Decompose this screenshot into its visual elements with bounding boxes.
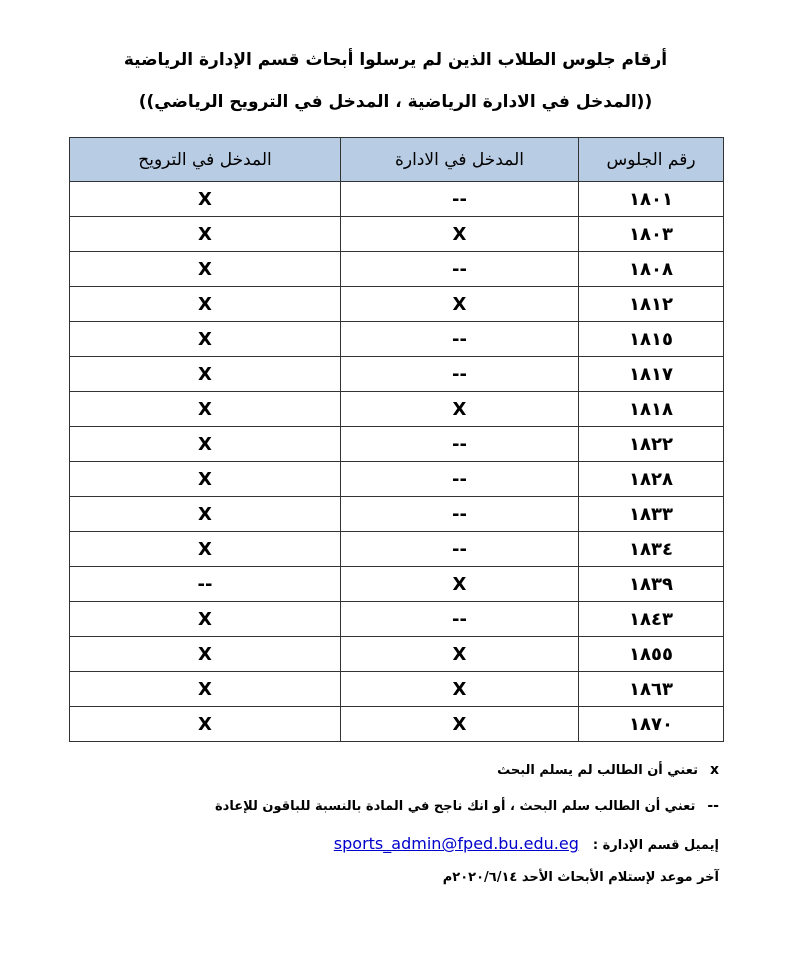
- note-email: [334, 834, 719, 853]
- header-seat-number: رقم الجلوس: [579, 138, 724, 182]
- table-row: [70, 637, 724, 672]
- seat-cell: ١٨٧٠: [579, 707, 724, 742]
- dash-symbol: --: [707, 798, 719, 814]
- recreation-cell: --: [70, 567, 341, 602]
- recreation-cell: X: [70, 322, 341, 357]
- admin-cell: --: [341, 532, 579, 567]
- seat-cell: ١٨٢٨: [579, 462, 724, 497]
- table-row: [70, 672, 724, 707]
- x-symbol: x: [709, 762, 719, 778]
- table-row: [70, 567, 724, 602]
- admin-cell: --: [341, 497, 579, 532]
- recreation-cell: X: [70, 392, 341, 427]
- recreation-cell: X: [70, 462, 341, 497]
- seat-cell: ١٨٥٥: [579, 637, 724, 672]
- table-row: [70, 602, 724, 637]
- admin-cell: --: [341, 252, 579, 287]
- missing-research-table: [69, 137, 724, 742]
- seat-cell: ١٨٠٣: [579, 217, 724, 252]
- table-row: [70, 357, 724, 392]
- admin-cell: X: [341, 217, 579, 252]
- seat-cell: ١٨١٥: [579, 322, 724, 357]
- table-row: [70, 462, 724, 497]
- admin-cell: X: [341, 392, 579, 427]
- seat-cell: ١٨١٧: [579, 357, 724, 392]
- title-line-2: ((المدخل في الادارة الرياضية ، المدخل في الترويح الرياضي)): [138, 92, 653, 112]
- x-meaning-text: تعني أن الطالب لم يسلم البحث: [497, 763, 698, 778]
- dash-meaning-text: تعني أن الطالب سلم البحث ، أو انك ناجح في المادة بالنسبة للباقون للإعادة: [214, 799, 696, 814]
- admin-cell: --: [341, 322, 579, 357]
- recreation-cell: X: [70, 252, 341, 287]
- admin-cell: X: [341, 567, 579, 602]
- table-row: [70, 217, 724, 252]
- seat-cell: ١٨٢٢: [579, 427, 724, 462]
- table-row: [70, 532, 724, 567]
- table-row: [70, 392, 724, 427]
- seat-cell: ١٨٣٤: [579, 532, 724, 567]
- recreation-cell: X: [70, 287, 341, 322]
- note-deadline: آخر موعد لإستلام الأبحاث الأحد ٢٠٢٠/٦/١٤م: [442, 870, 719, 885]
- table-row: [70, 427, 724, 462]
- seat-cell: ١٨٣٣: [579, 497, 724, 532]
- seat-cell: ١٨٠١: [579, 182, 724, 217]
- admin-cell: --: [341, 182, 579, 217]
- seat-cell: ١٨٤٣: [579, 602, 724, 637]
- email-link[interactable]: sports_admin@fped.bu.edu.eg: [333, 834, 579, 853]
- table-row: [70, 182, 724, 217]
- recreation-cell: X: [70, 357, 341, 392]
- admin-cell: --: [341, 357, 579, 392]
- header-recreation-intro: المدخل في الترويح: [70, 138, 341, 182]
- admin-cell: X: [341, 707, 579, 742]
- table-row: [70, 252, 724, 287]
- note-x-meaning: [497, 762, 719, 778]
- admin-cell: X: [341, 287, 579, 322]
- email-label: إيميل قسم الإدارة :: [592, 838, 719, 853]
- admin-cell: --: [341, 602, 579, 637]
- recreation-cell: X: [70, 602, 341, 637]
- recreation-cell: X: [70, 637, 341, 672]
- table-row: [70, 322, 724, 357]
- admin-cell: X: [341, 637, 579, 672]
- recreation-cell: X: [70, 427, 341, 462]
- recreation-cell: X: [70, 182, 341, 217]
- admin-cell: --: [341, 462, 579, 497]
- recreation-cell: X: [70, 672, 341, 707]
- seat-cell: ١٨١٢: [579, 287, 724, 322]
- table-body: [70, 182, 724, 742]
- seat-cell: ١٨١٨: [579, 392, 724, 427]
- table-row: [70, 707, 724, 742]
- recreation-cell: X: [70, 497, 341, 532]
- title-line-1: أرقام جلوس الطلاب الذين لم يرسلوا أبحاث قسم الإدارة الرياضية: [123, 50, 668, 70]
- note-dash-meaning: [215, 798, 719, 814]
- table-row: [70, 287, 724, 322]
- header-admin-intro: المدخل في الادارة: [341, 138, 579, 182]
- seat-cell: ١٨٣٩: [579, 567, 724, 602]
- recreation-cell: X: [70, 217, 341, 252]
- table-header-row: [70, 138, 724, 182]
- admin-cell: X: [341, 672, 579, 707]
- admin-cell: --: [341, 427, 579, 462]
- seat-cell: ١٨٦٣: [579, 672, 724, 707]
- recreation-cell: X: [70, 707, 341, 742]
- seat-cell: ١٨٠٨: [579, 252, 724, 287]
- table-row: [70, 497, 724, 532]
- recreation-cell: X: [70, 532, 341, 567]
